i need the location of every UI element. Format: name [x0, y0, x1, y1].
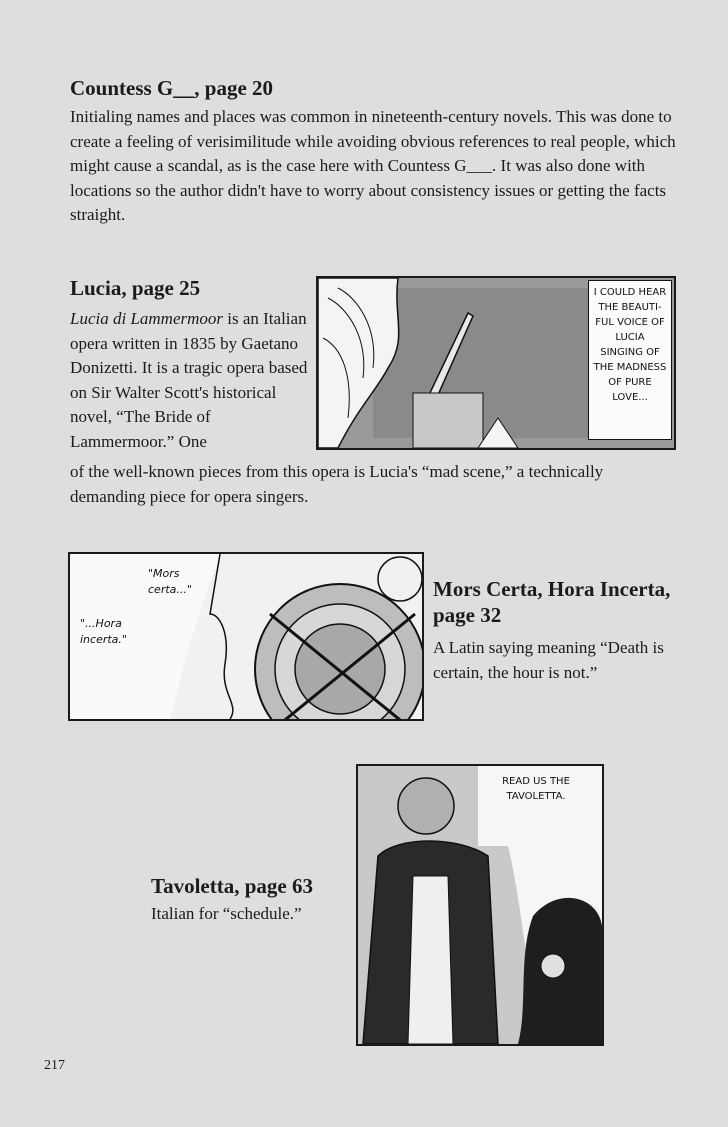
- entry-body-lucia: [70, 307, 312, 454]
- entry-heading-lucia: Lucia, page 25: [70, 276, 201, 300]
- entry-heading-tavoletta: Tavoletta, page 63: [151, 874, 313, 898]
- tavoletta-panel-art: [358, 766, 602, 1044]
- caption-box-lucia: [588, 280, 672, 440]
- manga-panel-mors-certa: [68, 552, 424, 721]
- manga-panel-tavoletta: [356, 764, 604, 1046]
- lucia-body-text: is an Italian opera written in 1835 by Gaetano Donizetti. It is a tragic opera based on Sir Walter Scott's historical novel, “The Bride of Lammermoor.” One: [70, 309, 308, 451]
- speech-tavoletta: READ US THE TAVOLETTA.: [502, 776, 570, 802]
- entry-body-tavoletta: Italian for “schedule.”: [151, 904, 302, 923]
- entry-body-countess: Initialing names and places was common in nineteenth-century novels. This was done to create a feeling of verisimilitude while avoiding obvious references to real people, which might cause a scandal, as is the case here with Countess G___. It was also done with locations so the author didn't have to worry about consistency issues or getting the facts straight.: [70, 107, 676, 224]
- entry-body-mors-certa: A Latin saying meaning “Death is certain, the hour is not.”: [433, 638, 664, 682]
- entry-heading-countess: Countess G__, page 20: [70, 76, 274, 100]
- entry-body-lucia-continued: of the well-known pieces from this opera is Lucia's “mad scene,” a technically demanding piece for opera singers.: [70, 462, 604, 506]
- speech-hora-incerta: "...Hora incerta.": [80, 617, 127, 646]
- entry-heading-mors-certa: Mors Certa, Hora Incerta, page 32: [433, 577, 671, 627]
- manga-panel-lucia: [316, 276, 676, 450]
- opera-title: Lucia di Lammermoor: [70, 309, 224, 328]
- caption-text-lucia: I COULD HEAR THE BEAUTI- FUL VOICE OF LUCIA SINGING OF THE MADNESS OF PURE LOVE...: [593, 287, 667, 403]
- speech-mors-certa: "Mors certa...": [148, 567, 192, 596]
- page-number: 217: [44, 1058, 65, 1073]
